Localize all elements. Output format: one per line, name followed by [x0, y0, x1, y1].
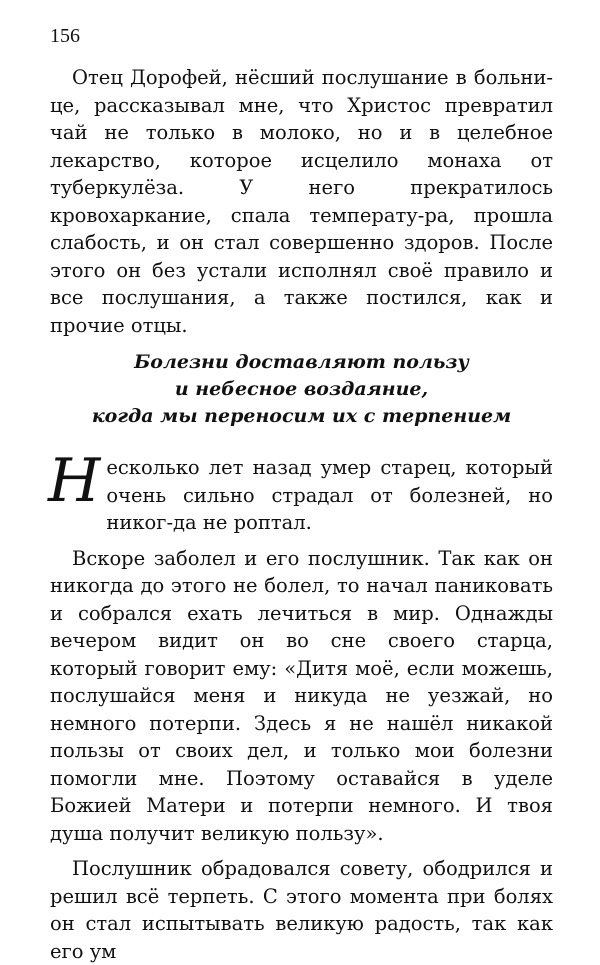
heading-line-2: и небесное воздаяние,	[174, 378, 429, 400]
story-paragraph-2: Вскоре заболел и его послушник. Так как он никогда до этого не болел, то начал паниковать и собрался ехать лечиться в мир. Однажды вечером видит он во сне своего старца, который говорит ему: «Дитя моё, если можешь, послушайся меня и никуда не уезжай, но немного потерпи. Здесь я не нашёл никакой пользы от своих дел, и только мои болезни помогли мне. Поэтому оставайся в уделе Божией Матери и потерпи немного. И твоя душа получит великую пользу».	[50, 546, 553, 845]
story-paragraph-3: Послушник обрадовался совету, ободрился и решил всё терпеть. С этого момента при болях он стал испытывать великую радость, так как его ум	[50, 857, 553, 963]
intro-paragraph: Отец Дорофей, нёсший послушание в больни-це, рассказывал мне, что Христос превратил чай не только в молоко, но и в целебное лекарство, которое исцелило монаха от туберкулёза. У него прекратилось кровохаркание, спала температу-ра, прошла слабость, и он стал совершенно здоров. После этого он без устали исполнял своё правило и все послушания, а также постился, как и прочие отцы.	[50, 66, 553, 337]
intro-section	[50, 64, 553, 339]
story-paragraph-1-text: есколько лет назад умер старец, который очень сильно страдал от болезней, но никог-да не роптал.	[106, 456, 553, 534]
story-paragraph-1	[48, 446, 553, 537]
heading-line-3: когда мы переносим их с терпением	[91, 405, 512, 427]
drop-cap: Н	[48, 446, 101, 516]
page-number: 156	[50, 25, 80, 47]
story-section	[48, 446, 553, 965]
chapter-heading	[50, 349, 553, 430]
heading-line-1: Болезни доставляют пользу	[134, 351, 469, 373]
